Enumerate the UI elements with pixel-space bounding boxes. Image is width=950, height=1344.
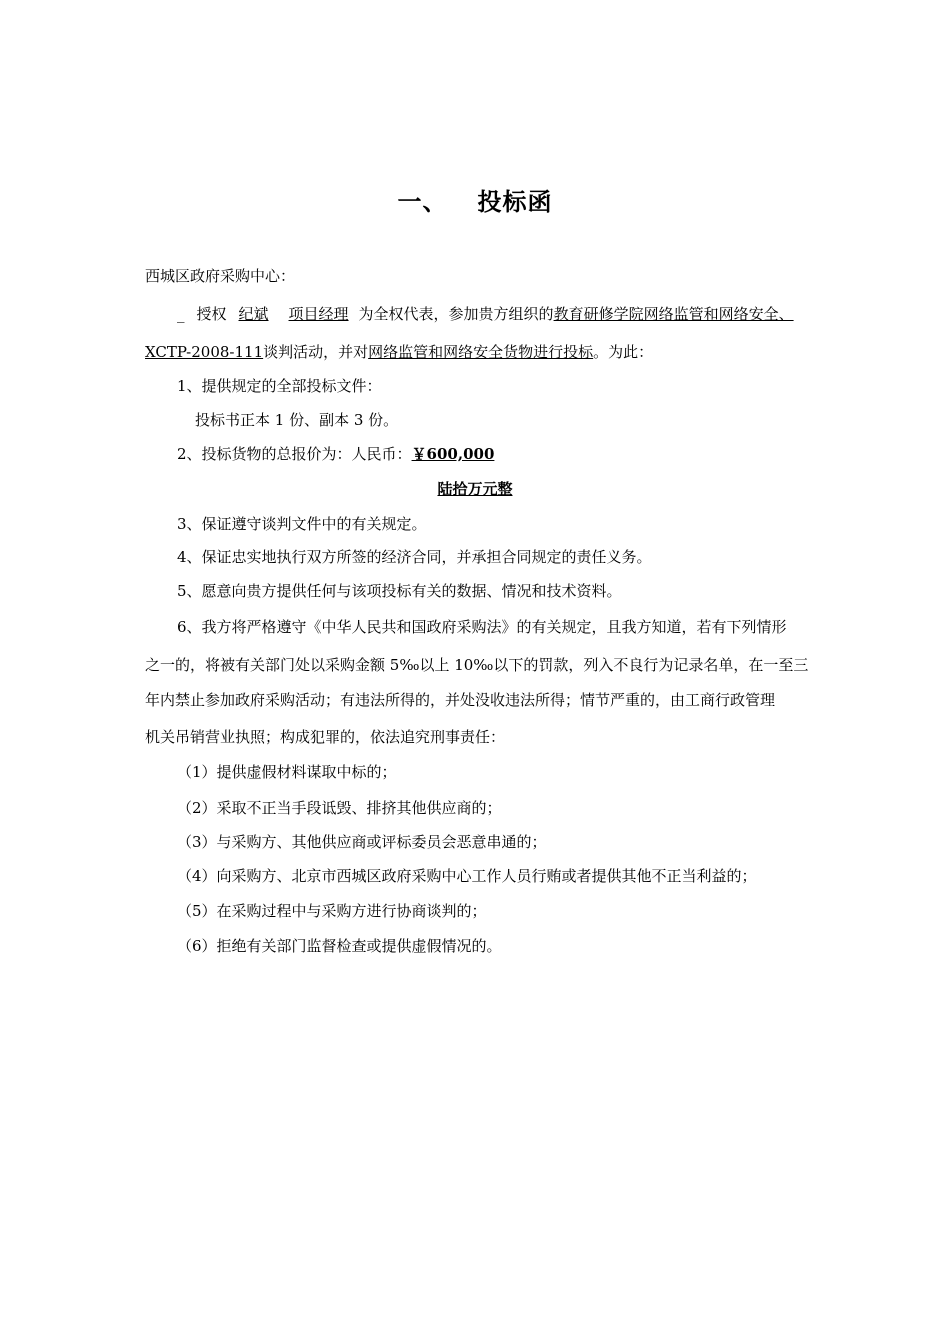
item-6-line-3: 年内禁止参加政府采购活动；有违法所得的，并处没收违法所得；情节严重的，由工商行政管理: [145, 691, 776, 709]
item-2-line: [177, 442, 494, 466]
salutation: 西城区政府采购中心：: [145, 267, 296, 285]
item-6-line-2: 之一的，将被有关部门处以采购金额 5‰以上 10‰以下的罚款，列入不良行为记录名单，在一至三: [145, 656, 809, 674]
item-6-line-1: 6、我方将严格遵守《中华人民共和国政府采购法》的有关规定，且我方知道，若有下列情形: [177, 618, 787, 636]
title-text: 投标函: [477, 188, 553, 216]
goods-name: 网络监管和网络安全货物进行投标: [368, 343, 594, 361]
authorization-word: 授权: [196, 305, 227, 323]
representative-role: 项目经理: [288, 305, 349, 323]
item-1-detail: 投标书正本 1 份、副本 3 份。: [195, 411, 399, 429]
project-text-end: 。为此：: [593, 343, 654, 361]
condition-item: （1）提供虚假材料谋取中标的；: [177, 763, 397, 781]
authorization-line: [177, 302, 794, 326]
total-amount: ￥600,000: [411, 445, 495, 463]
condition-item: （4）向采购方、北京市西城区政府采购中心工作人员行贿或者提供其他不正当利益的；: [177, 867, 757, 885]
item-5: 5、愿意向贵方提供任何与该项投标有关的数据、情况和技术资料。: [177, 582, 622, 600]
amount-in-words-line: [0, 477, 950, 501]
authorization-text: 为全权代表，参加贵方组织的: [358, 305, 554, 323]
authorization-prefix: _: [177, 305, 185, 323]
item-4: 4、保证忠实地执行双方所签的经济合同，并承担合同规定的责任义务。: [177, 548, 652, 566]
condition-item: （5）在采购过程中与采购方进行协商谈判的；: [177, 902, 487, 920]
condition-item: （3）与采购方、其他供应商或评标委员会恶意串通的；: [177, 833, 547, 851]
project-text: 谈判活动，并对: [263, 343, 369, 361]
item-3: 3、保证遵守谈判文件中的有关规定。: [177, 515, 427, 533]
title-number: 一、: [397, 188, 448, 216]
representative-name: 纪斌: [238, 305, 269, 323]
condition-item: （2）采取不正当手段诋毁、排挤其他供应商的；: [177, 799, 502, 817]
item-6-line-4: 机关吊销营业执照；构成犯罪的，依法追究刑事责任：: [145, 728, 506, 746]
amount-in-words: 陆拾万元整: [437, 480, 513, 498]
condition-item: （6）拒绝有关部门监督检查或提供虚假情况的。: [177, 937, 502, 955]
project-line: [145, 340, 653, 364]
item-1-label: 1、提供规定的全部投标文件：: [177, 377, 382, 395]
project-code: XCTP-2008-111: [145, 343, 264, 361]
item-2-label: 2、投标货物的总报价为：人民币：: [177, 445, 412, 463]
page-title: [0, 182, 950, 222]
project-name: 教育研修学院网络监管和网络安全、: [553, 305, 794, 323]
